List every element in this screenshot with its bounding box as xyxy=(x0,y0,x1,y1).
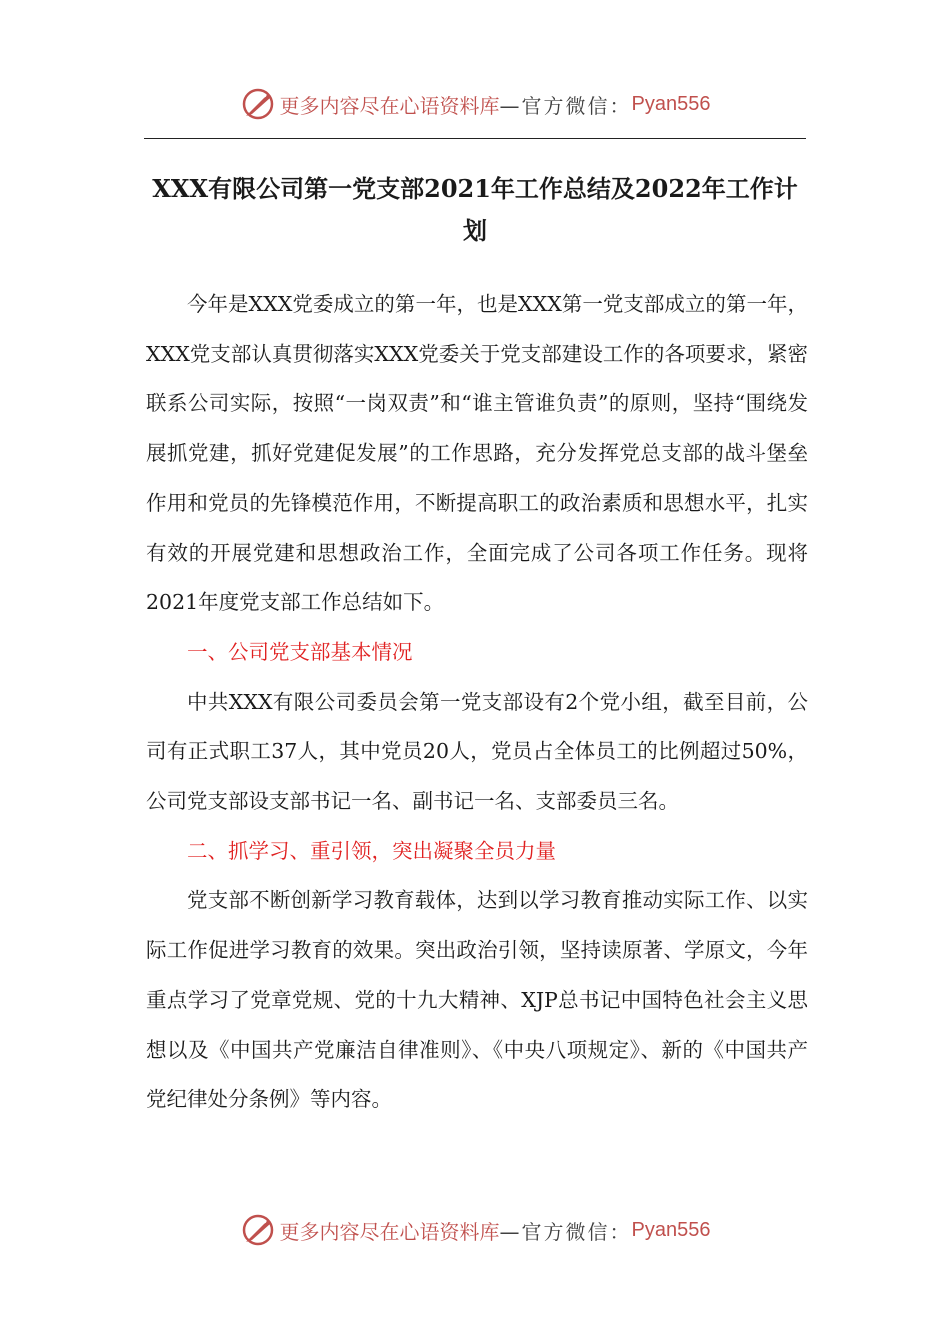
section-heading-1: 一、公司党支部基本情况 xyxy=(187,639,413,664)
banner-wechat-id: Pyan556 xyxy=(631,1218,711,1241)
header-banner xyxy=(0,84,950,124)
section-heading-2: 二、抓学习、重引领，突出凝聚全员力量 xyxy=(187,838,556,863)
footer-banner xyxy=(0,1210,950,1250)
quill-logo-icon xyxy=(240,86,276,122)
document-title: XXX有限公司第一党支部2021年工作总结及2022年工作计划 xyxy=(152,174,798,245)
section-2-paragraph: 党支部不断创新学习教育载体，达到以学习教育推动实际工作、以实际工作促进学习教育的效果。突出政治引领，坚持读原著、学原文，今年重点学习了党章党规、党的十九大精神、XJP总书记中国特色社会主义思想以及《中国共产党廉洁自律准则》、《中央八项规定》、新的《中国共产党纪律处分条例》等内容。 xyxy=(146,888,808,1112)
section-1-paragraph: 中共XXX有限公司委员会第一党支部设有2个党小组，截至目前，公司有正式职工37人，其中党员20人，党员占全体员工的比例超过50%，公司党支部设支部书记一名、副书记一名、支部委员三名。 xyxy=(146,689,808,814)
quill-logo-icon xyxy=(240,1212,276,1248)
banner-tagline: —官方微信： xyxy=(499,1219,632,1244)
banner-main-text: 更多内容尽在心语资料库 xyxy=(279,1219,500,1244)
banner-main-text: 更多内容尽在心语资料库 xyxy=(279,93,500,118)
header-divider xyxy=(144,138,806,139)
intro-paragraph: 今年是XXX党委成立的第一年，也是XXX第一党支部成立的第一年，XXX党支部认真贯彻落实XXX党委关于党支部建设工作的各项要求，紧密联系公司实际，按照“一岗双责”和“谁主管谁负责”的原则，坚持“围绕发展抓党建，抓好党建促发展”的工作思路，充分发挥党总支部的战斗堡垒作用和党员的先锋模范作用，不断提高职工的政治素质和思想水平，扎实有效的开展党建和思想政治工作，全面完成了公司各项工作任务。现将2021年度党支部工作总结如下。 xyxy=(146,292,808,615)
banner-wechat-id: Pyan556 xyxy=(631,92,711,115)
banner-tagline: —官方微信： xyxy=(499,93,632,118)
document-body xyxy=(146,280,808,1125)
